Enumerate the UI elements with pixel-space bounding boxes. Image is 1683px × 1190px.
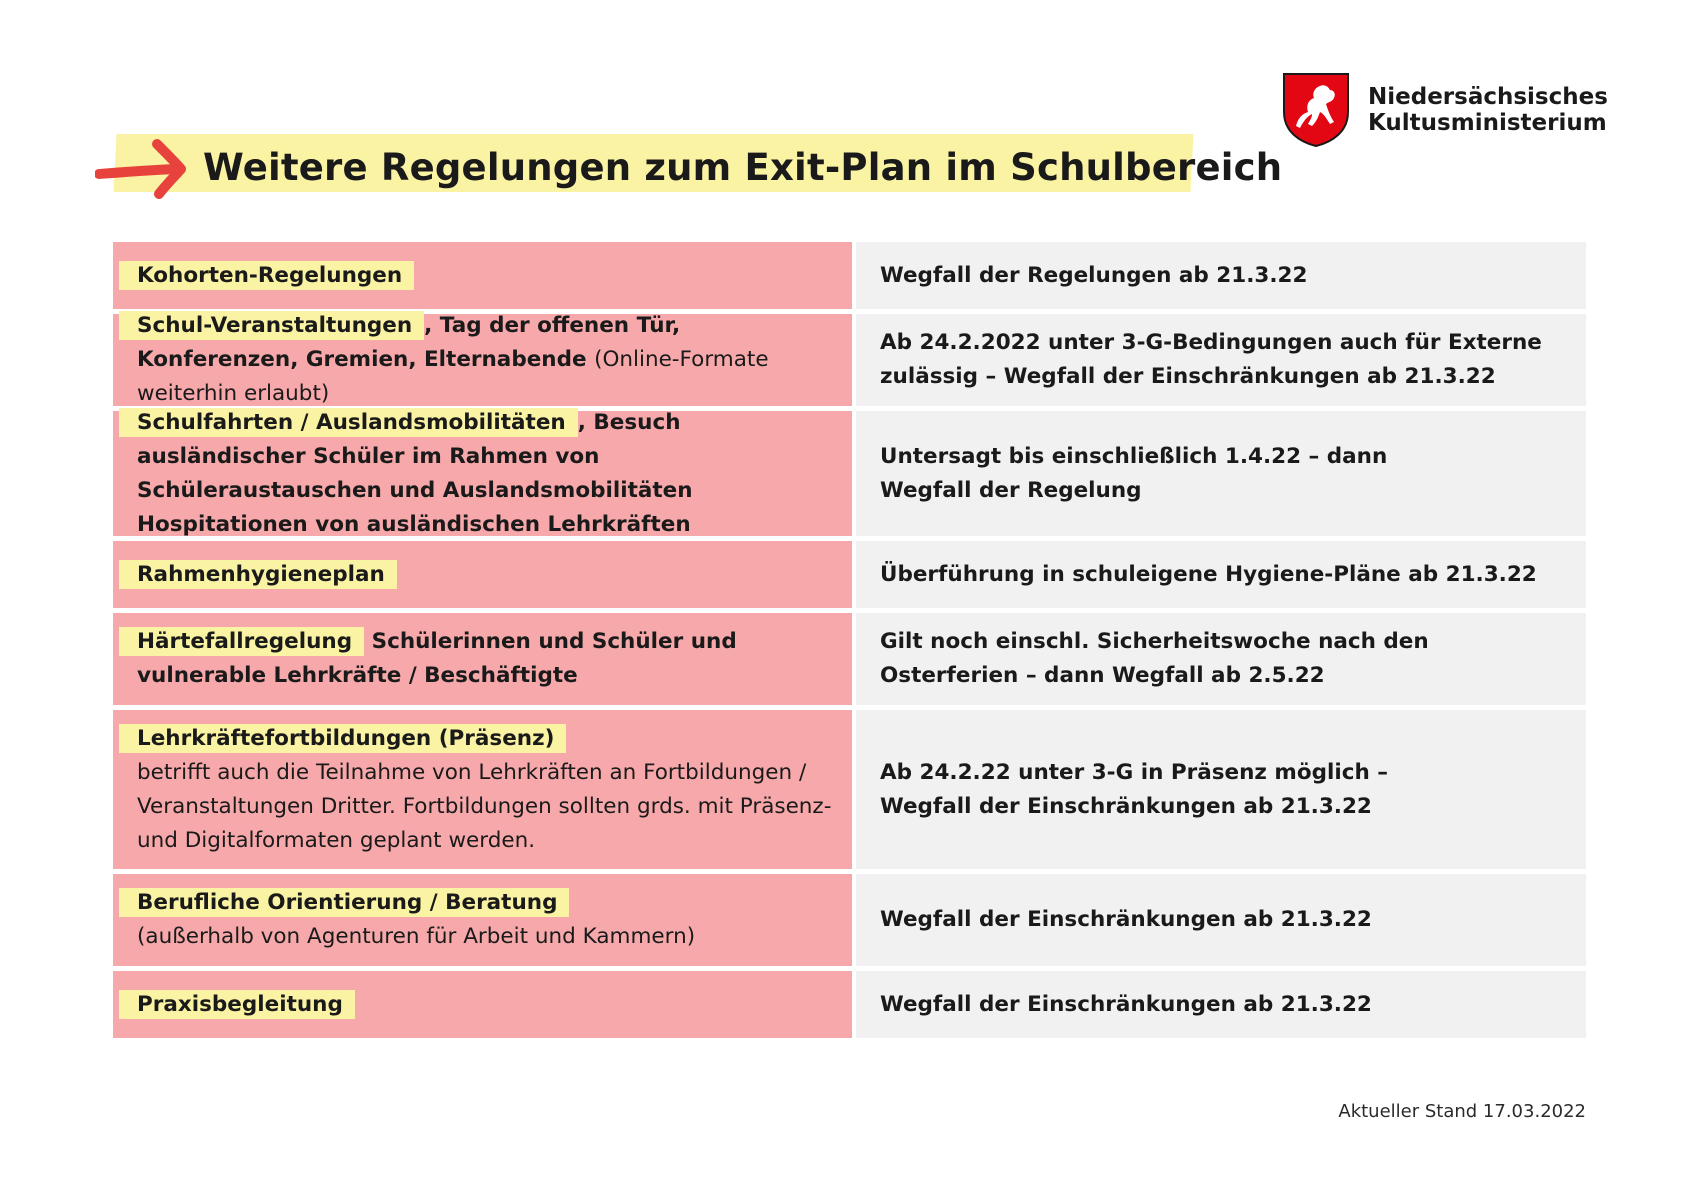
row-rule: Wegfall der Einschränkungen ab 21.3.22 (856, 971, 1586, 1038)
ministry-name (1368, 84, 1608, 136)
row-topic (113, 411, 852, 536)
topic-highlight: Rahmenhygieneplan (119, 560, 397, 589)
topic-highlight: Lehrkräftefortbildungen (Präsenz) (119, 724, 566, 753)
topic-note: betrifft auch die Teilnahme von Lehrkräften an Fortbildungen / Veranstaltungen Dritter. Fortbildungen sollten grds. mit Präsenz- und Digitalformaten geplant werden. (137, 759, 832, 853)
status-date: Aktueller Stand 17.03.2022 (1338, 1101, 1586, 1122)
row-rule: Überführung in schuleigene Hygiene-Pläne ab 21.3.22 (856, 541, 1586, 608)
topic-bold-text: , Tag der offenen Tür, Konferenzen, Gremien, Elternabende (137, 313, 681, 372)
ministry-logo (1282, 72, 1608, 148)
title-banner (95, 134, 1282, 202)
row-topic (113, 541, 852, 608)
page-title: Weitere Regelungen zum Exit-Plan im Schulbereich (203, 146, 1283, 189)
topic-highlight: Berufliche Orientierung / Beratung (119, 888, 569, 917)
table-row (113, 710, 1586, 869)
table-row (113, 874, 1586, 966)
row-rule-text: Untersagt bis einschließlich 1.4.22 – dann Wegfall der Regelung (880, 443, 1388, 503)
topic-highlight: Kohorten-Regelungen (119, 261, 414, 290)
lower-saxony-horse-shield-icon (1282, 72, 1350, 148)
row-topic (113, 874, 852, 966)
row-rule: Wegfall der Einschränkungen ab 21.3.22 (856, 874, 1586, 966)
row-rule (856, 710, 1586, 869)
table-row (113, 971, 1586, 1038)
row-topic (113, 971, 852, 1038)
table-row (113, 242, 1586, 309)
row-rule: Wegfall der Regelungen ab 21.3.22 (856, 242, 1586, 309)
row-topic (113, 710, 852, 869)
ministry-name-line2: Kultusministerium (1368, 110, 1607, 136)
topic-highlight: Härtefallregelung (119, 627, 364, 656)
row-topic (113, 314, 852, 406)
topic-bold-text: Schülerinnen und Schüler und vulnerable Lehrkräfte / Beschäftigte (137, 629, 737, 688)
row-rule: Ab 24.2.2022 unter 3-G-Bedingungen auch für Externe zulässig – Wegfall der Einschränkungen ab 21.3.22 (856, 314, 1586, 406)
row-rule: Gilt noch einschl. Sicherheitswoche nach den Osterferien – dann Wegfall ab 2.5.22 (856, 613, 1586, 705)
row-rule (856, 411, 1586, 536)
row-topic (113, 242, 852, 309)
topic-highlight: Praxisbegleitung (119, 990, 355, 1019)
regulations-table (113, 242, 1586, 1043)
red-arrow-icon (95, 134, 195, 204)
table-row (113, 613, 1586, 705)
ministry-name-line1: Niedersächsisches (1368, 84, 1608, 110)
topic-bold-text: , Besuch ausländischer Schüler im Rahmen von Schüleraustauschen und Auslandsmobilitäten Hospitationen von ausländischen Lehrkräften (137, 409, 693, 537)
row-topic (113, 613, 852, 705)
table-row (113, 411, 1586, 536)
table-row (113, 314, 1586, 406)
row-rule-text: Ab 24.2.22 unter 3-G in Präsenz möglich – Wegfall der Einschränkungen ab 21.3.22 (880, 759, 1389, 819)
topic-highlight: Schul-Veranstaltungen (119, 311, 424, 340)
topic-note: (außerhalb von Agenturen für Arbeit und Kammern) (137, 924, 696, 949)
table-row (113, 541, 1586, 608)
topic-highlight: Schulfahrten / Auslandsmobilitäten (119, 408, 578, 437)
topic-note: (Online-Formate weiterhin erlaubt) (137, 347, 769, 406)
